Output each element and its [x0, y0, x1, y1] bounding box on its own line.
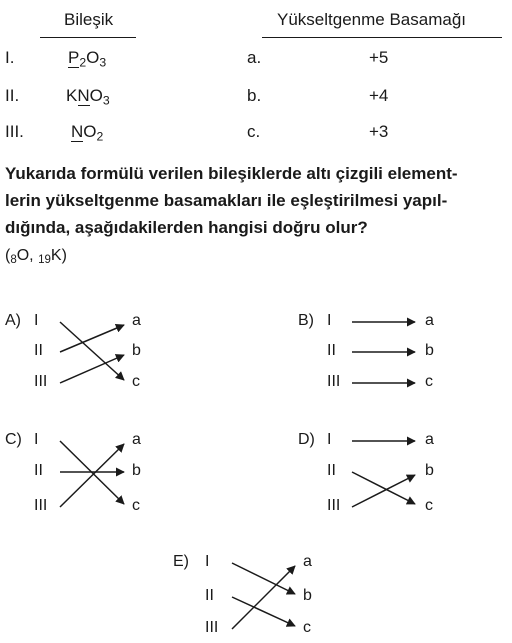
row-3-numeral: III. — [5, 122, 24, 141]
option-e-label: E) — [173, 553, 189, 570]
option-a-right-c: c — [132, 373, 140, 390]
row-2-letter: b. — [247, 86, 262, 105]
option-c-left-2: II — [34, 462, 43, 479]
option-a-arrow-iii-b — [60, 355, 124, 383]
question-line-1: Yukarıda formülü verilen bileşiklerde altı çizgili element- — [5, 164, 458, 183]
option-a-label: A) — [5, 312, 21, 329]
row-1-value: +5 — [369, 48, 389, 67]
option-a-arrow-i-c — [60, 322, 124, 380]
option-d-left-3: III — [327, 497, 341, 514]
option-a-left-1: I — [34, 312, 39, 329]
option-b-right-c: c — [425, 373, 433, 390]
option-c-arrow-iii-a — [60, 444, 124, 507]
row-2-value: +4 — [369, 86, 389, 105]
option-d-left-2: II — [327, 462, 336, 479]
option-c-left-1: I — [34, 431, 39, 448]
option-e-left-1: I — [205, 553, 210, 570]
option-a-arrow-ii-a — [60, 325, 124, 352]
option-b-label: B) — [298, 312, 314, 329]
option-e-arrow-ii-c — [232, 597, 295, 626]
row-3-formula: $NO_2$ — [71, 122, 104, 144]
header-compound: Bileşik — [64, 10, 114, 29]
row-1-numeral: I. — [5, 48, 15, 67]
option-b-left-3: III — [327, 373, 341, 390]
option-e-right-b: b — [303, 587, 312, 604]
option-d-left-1: I — [327, 431, 332, 448]
option-e-left-2: II — [205, 587, 214, 604]
option-e-right-a: a — [303, 553, 312, 570]
option-a-left-2: II — [34, 342, 43, 359]
option-c-right-c: c — [132, 497, 140, 514]
option-a-right-a: a — [132, 312, 141, 329]
option-c-left-3: III — [34, 497, 48, 514]
option-a-right-b: b — [132, 342, 141, 359]
option-e-arrow-i-b — [232, 563, 295, 594]
option-e-left-3: III — [205, 619, 219, 636]
option-c-right-a: a — [132, 431, 141, 448]
question-line-2: lerin yükseltgenme basamakları ile eşleştirilmesi yapıl- — [5, 191, 448, 210]
atomic-numbers-note: ($_8O$, $_{19}$K) — [5, 247, 67, 267]
option-b-right-b: b — [425, 342, 434, 359]
option-c-label: C) — [5, 431, 22, 448]
option-b-left-2: II — [327, 342, 336, 359]
row-3-value: +3 — [369, 122, 389, 141]
option-b-right-a: a — [425, 312, 434, 329]
option-d-right-a: a — [425, 431, 434, 448]
option-d-right-b: b — [425, 462, 434, 479]
option-d-label: D) — [298, 431, 315, 448]
option-e-right-c: c — [303, 619, 311, 636]
header-oxidation-state: Yükseltgenme Basamağı — [277, 10, 466, 29]
option-c-right-b: b — [132, 462, 141, 479]
option-d-arrow-ii-c — [352, 472, 415, 504]
option-a-left-3: III — [34, 373, 48, 390]
row-1-formula: $P_2O_3$ — [68, 48, 107, 70]
option-b-left-1: I — [327, 312, 332, 329]
option-e-arrow-iii-a — [232, 566, 295, 629]
row-2-numeral: II. — [5, 86, 20, 105]
question-line-3: dığında, aşağıdakilerden hangisi doğru olur? — [5, 218, 368, 237]
row-1-letter: a. — [247, 48, 262, 67]
option-d-arrow-iii-b — [352, 475, 415, 507]
option-d-right-c: c — [425, 497, 433, 514]
row-2-formula: $KNO_3$ — [66, 86, 110, 108]
row-3-letter: c. — [247, 122, 261, 141]
